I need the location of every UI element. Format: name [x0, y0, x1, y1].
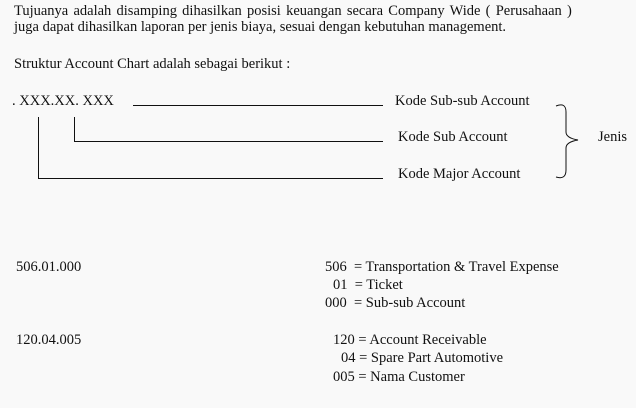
example-line: 120 = Account Receivable [333, 332, 487, 348]
connector-major-vertical [38, 117, 39, 178]
brace-icon [552, 102, 582, 182]
label-major: Kode Major Account [398, 166, 521, 182]
intro-line-2: juga dapat dihasilkan laporan per jenis biaya, sesuai dengan kebutuhan management. [14, 19, 507, 35]
intro-line-1: Tujuanya adalah disamping dihasilkan posisi keuangan secara Company Wide ( Perusahaan ) [14, 3, 572, 19]
connector-subsub [133, 105, 383, 106]
label-sub: Kode Sub Account [398, 129, 508, 145]
code-format: . XXX.XX. XXX [12, 93, 114, 109]
example-line: 506 = Transportation & Travel Expense [325, 259, 559, 275]
label-subsub: Kode Sub-sub Account [395, 93, 530, 109]
example-code: 506.01.000 [16, 259, 82, 275]
example-line: 000 = Sub-sub Account [325, 295, 466, 311]
connector-sub [74, 141, 383, 142]
example-line: 01 = Ticket [333, 277, 403, 293]
connector-sub-vertical [74, 117, 75, 141]
example-code: 120.04.005 [16, 332, 82, 348]
connector-major [38, 178, 383, 179]
example-line: 04 = Spare Part Automotive [341, 350, 504, 366]
brace-label: Jenis [598, 129, 627, 145]
structure-heading: Struktur Account Chart adalah sebagai berikut : [14, 56, 291, 72]
example-line: 005 = Nama Customer [333, 369, 465, 385]
